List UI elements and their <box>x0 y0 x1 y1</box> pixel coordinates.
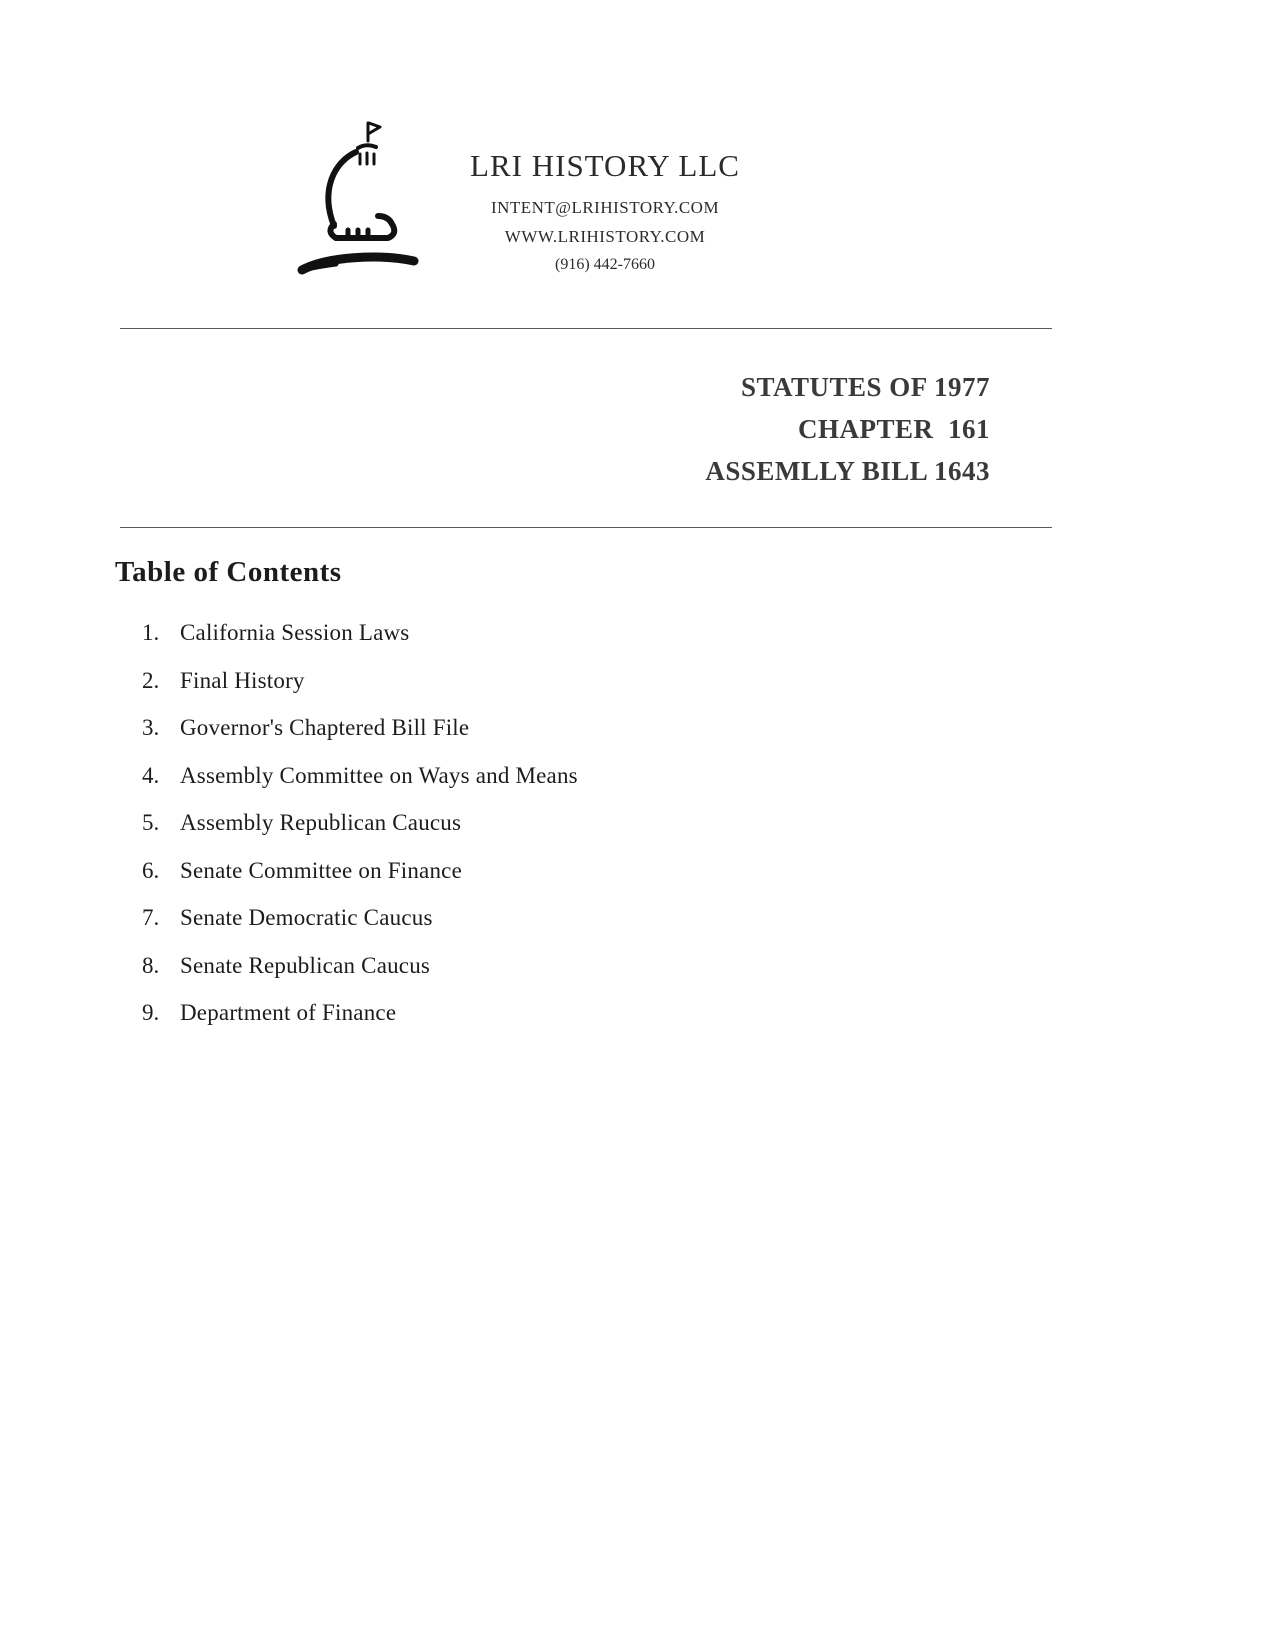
toc-item-number: 5. <box>142 810 160 835</box>
toc-heading: Table of Contents <box>115 556 342 588</box>
toc-item-label: Governor's Chaptered Bill File <box>180 715 470 740</box>
company-name: LRI HISTORY LLC <box>470 148 740 183</box>
toc-item-label: Department of Finance <box>180 1000 397 1025</box>
capitol-building-sketch-icon <box>290 118 440 288</box>
company-website: WWW.LRIHISTORY.COM <box>504 227 706 246</box>
company-email: INTENT@LRIHISTORY.COM <box>490 198 720 217</box>
toc-item-label: California Session Laws <box>180 620 410 645</box>
horizontal-rule-top <box>120 328 1052 329</box>
toc-item-number: 8. <box>142 952 160 978</box>
toc-item-number: 2. <box>142 667 160 693</box>
toc-item <box>142 905 578 953</box>
toc-item-label: Assembly Republican Caucus <box>180 810 462 835</box>
toc-item-number: 4. <box>142 762 160 788</box>
statute-title-block <box>705 366 990 492</box>
company-header <box>440 148 770 274</box>
toc-item-label: Final History <box>180 667 305 693</box>
company-phone: (916) 442-7660 <box>555 256 655 273</box>
toc-item <box>142 858 578 906</box>
statutes-year-line: STATUTES OF 1977 <box>740 372 990 402</box>
toc-list <box>142 620 578 1048</box>
toc-item-label: Assembly Committee on Ways and Means <box>180 762 578 788</box>
toc-item-number: 1. <box>142 620 160 645</box>
toc-item <box>142 1000 578 1048</box>
chapter-line: CHAPTER 161 <box>797 414 990 444</box>
toc-item-number: 3. <box>142 715 160 740</box>
toc-item <box>142 620 578 668</box>
toc-item-number: 6. <box>142 857 160 883</box>
toc-item-label: Senate Democratic Caucus <box>180 905 433 930</box>
toc-item-number: 9. <box>142 1000 160 1025</box>
toc-item <box>142 668 578 716</box>
toc-item-label: Senate Republican Caucus <box>180 952 431 978</box>
toc-item <box>142 810 578 858</box>
horizontal-rule-bottom <box>120 527 1052 528</box>
toc-item <box>142 715 578 763</box>
toc-item <box>142 763 578 811</box>
assembly-bill-line: ASSEMLLY BILL 1643 <box>705 456 990 486</box>
toc-item-number: 7. <box>142 905 160 930</box>
toc-item <box>142 953 578 1001</box>
toc-item-label: Senate Committee on Finance <box>180 857 462 883</box>
